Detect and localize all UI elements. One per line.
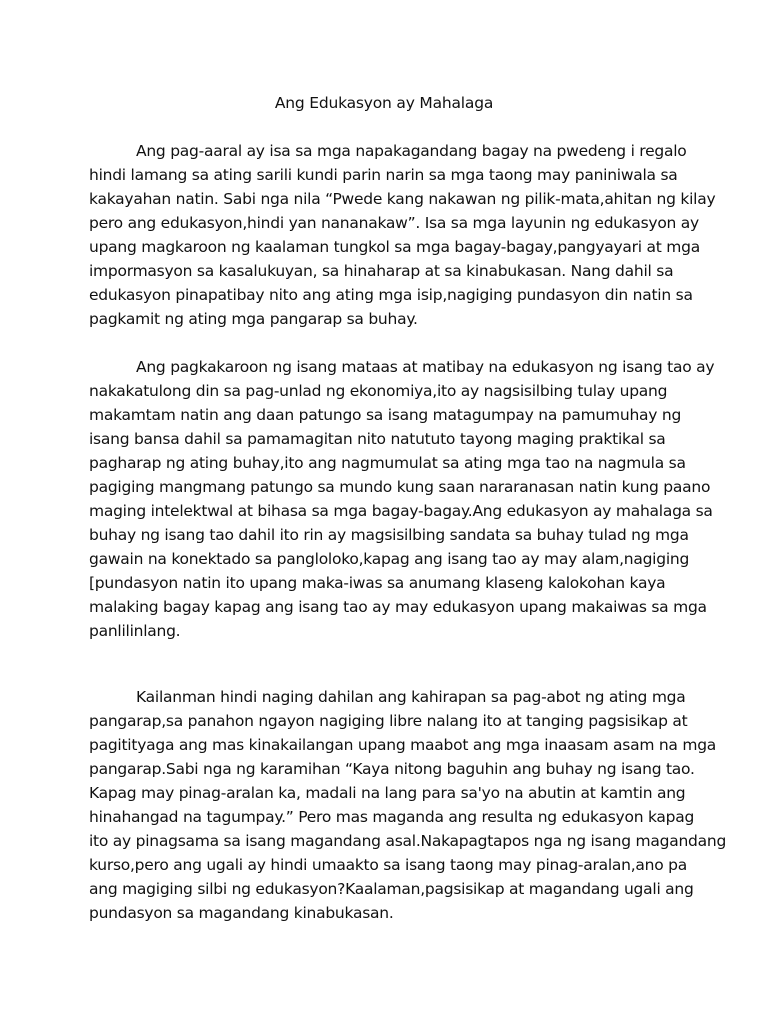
paragraph-1 — [89, 139, 715, 331]
paragraph-line: makamtam natin ang daan patungo sa isang matagumpay na pamumuhay ng — [89, 406, 682, 424]
paragraph-line: Ang pag-aaral ay isa sa mga napakagandang bagay na pwedeng i regalo — [136, 142, 687, 160]
document-title: Ang Edukasyon ay Mahalaga — [274, 94, 494, 112]
paragraph-line: pangarap.Sabi nga ng karamihan “Kaya nitong baguhin ang buhay ng isang tao. — [89, 760, 695, 778]
paragraph-line: pero ang edukasyon,hindi yan nananakaw”. Isa sa mga layunin ng edukasyon ay — [89, 214, 699, 232]
paragraph-line: Kapag may pinag-aralan ka, madali na lang para sa'yo na abutin at kamtin ang — [89, 784, 686, 802]
paragraph-line: gawain na konektado sa pangloloko,kapag ang isang tao ay may alam,nagiging — [89, 550, 690, 568]
paragraph-line: upang magkaroon ng kaalaman tungkol sa mga bagay-bagay,pangyayari at mga — [89, 238, 700, 256]
paragraph-line: hinahangad na tagumpay.” Pero mas maganda ang resulta ng edukasyon kapag — [89, 808, 695, 826]
paragraph-line: maging intelektwal at bihasa sa mga bagay-bagay.Ang edukasyon ay mahalaga sa — [89, 502, 713, 520]
paragraph-line: pundasyon sa magandang kinabukasan. — [89, 904, 394, 922]
paragraph-line: pagharap ng ating buhay,ito ang nagmumulat sa ating mga tao na nagmula sa — [89, 454, 686, 472]
paragraph-line: Ang pagkakaroon ng isang mataas at matibay na edukasyon ng isang tao ay — [136, 358, 715, 376]
paragraph-line: pangarap,sa panahon ngayon nagiging libre nalang ito at tanging pagsisikap at — [89, 712, 688, 730]
paragraph-line: pagiging mangmang patungo sa mundo kung saan nararanasan natin kung paano — [89, 478, 711, 496]
paragraph-line: ito ay pinagsama sa isang magandang asal.Nakapagtapos nga ng isang magandang — [89, 832, 727, 850]
paragraph-line: buhay ng isang tao dahil ito rin ay magsisilbing sandata sa buhay tulad ng mga — [89, 526, 689, 544]
paragraph-line: edukasyon pinapatibay nito ang ating mga isip,nagiging pundasyon din natin sa — [89, 286, 693, 304]
paragraph-line: pagitityaga ang mas kinakailangan upang maabot ang mga inaasam asam na mga — [89, 736, 717, 754]
paragraph-line: impormasyon sa kasalukuyan, sa hinaharap at sa kinabukasan. Nang dahil sa — [89, 262, 674, 280]
paragraph-line: panlilinlang. — [89, 622, 181, 640]
paragraph-line: Kailanman hindi naging dahilan ang kahirapan sa pag-abot ng ating mga — [136, 688, 686, 706]
paragraph-line: kurso,pero ang ugali ay hindi umaakto sa isang taong may pinag-aralan,ano pa — [89, 856, 688, 874]
paragraph-line: [pundasyon natin ito upang maka-iwas sa anumang klaseng kalokohan kaya — [89, 574, 666, 592]
paragraph-line: hindi lamang sa ating sarili kundi parin narin sa mga taong may paniniwala sa — [89, 166, 678, 184]
paragraph-line: isang bansa dahil sa pamamagitan nito natututo tayong maging praktikal sa — [89, 430, 666, 448]
paragraph-line: kakayahan natin. Sabi nga nila “Pwede kang nakawan ng pilik-mata,ahitan ng kilay — [89, 190, 716, 208]
paragraph-line: malaking bagay kapag ang isang tao ay may edukasyon upang makaiwas sa mga — [89, 598, 707, 616]
paragraph-line: pagkamit ng ating mga pangarap sa buhay. — [89, 310, 418, 328]
paragraph-line: ang magiging silbi ng edukasyon?Kaalaman,pagsisikap at magandang ugali ang — [89, 880, 694, 898]
paragraph-3 — [89, 685, 726, 925]
paragraph-line: nakakatulong din sa pag-unlad ng ekonomiya,ito ay nagsisilbing tulay upang — [89, 382, 668, 400]
paragraph-2 — [89, 355, 714, 643]
